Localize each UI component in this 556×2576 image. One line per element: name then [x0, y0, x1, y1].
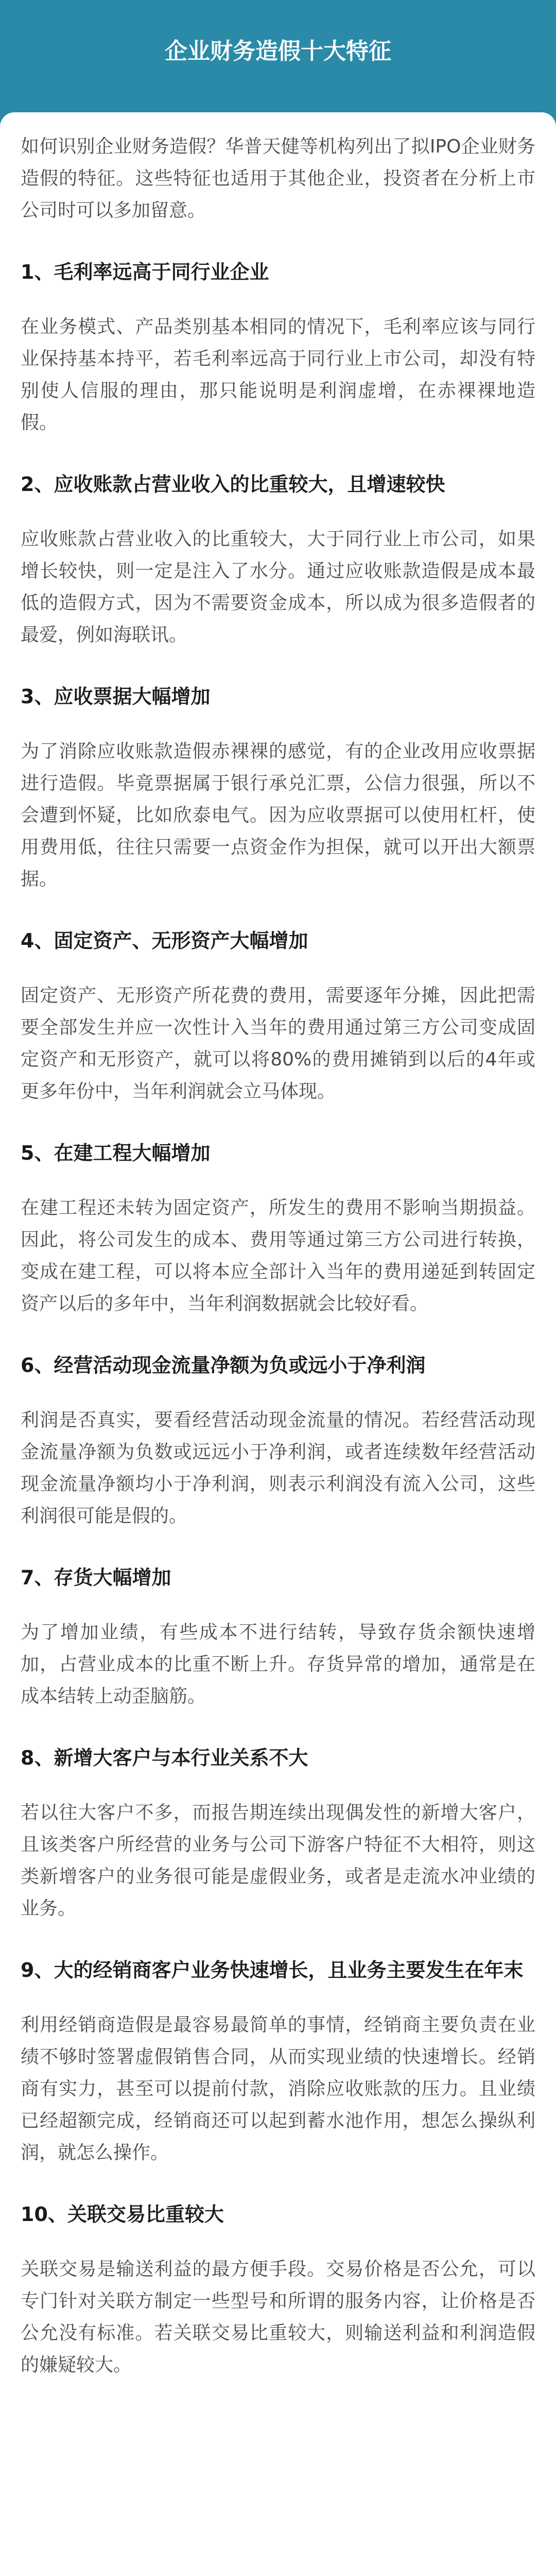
section-body: 为了增加业绩，有些成本不进行结转，导致存货余额快速增加，占营业成本的比重不断上升。存货异常的增加，通常是在成本结转上动歪脑筋。 [21, 1622, 535, 1707]
section-heading: 4、固定资产、无形资产大幅增加 [21, 929, 308, 952]
section-heading: 7、存货大幅增加 [21, 1566, 171, 1589]
section-body: 固定资产、无形资产所花费的费用，需要逐年分摊，因此把需要全部发生并应一次性计入当年的费用通过第三方公司变成固定资产和无形资产，就可以将80%的费用摊销到以后的4年或更多年份中，当年利润就会立马体现。 [21, 985, 535, 1102]
section-heading: 6、经营活动现金流量净额为负或远小于净利润 [21, 1354, 426, 1377]
section-body: 利用经销商造假是最容易最简单的事情，经销商主要负责在业绩不够时签署虚假销售合同，从而实现业绩的快速增长。经销商有实力，甚至可以提前付款，消除应收账款的压力。且业绩已经超额完成，经销商还可以起到蓄水池作用，想怎么操纵利润，就怎么操作。 [21, 2014, 535, 2163]
section-heading: 10、关联交易比重较大 [21, 2203, 224, 2226]
section-heading: 9、大的经销商客户业务快速增长，且业务主要发生在年末 [21, 1959, 524, 1981]
intro-paragraph: 如何识别企业财务造假？华普天健等机构列出了拟IPO企业财务造假的特征。这些特征也适用于其他企业，投资者在分析上市公司时可以多加留意。 [21, 136, 535, 221]
section-heading: 3、应收票据大幅增加 [21, 685, 211, 708]
section-body: 在业务模式、产品类别基本相同的情况下，毛利率应该与同行业保持基本持平，若毛利率远高于同行业上市公司，却没有特别使人信服的理由，那只能说明是利润虚增，在赤裸裸地造假。 [21, 316, 535, 433]
section-body: 利润是否真实，要看经营活动现金流量的情况。若经营活动现金流量净额为负数或远远小于净利润，或者连续数年经营活动现金流量净额均小于净利润，则表示利润没有流入公司，这些利润很可能是假的。 [21, 1410, 535, 1527]
section-body: 为了消除应收账款造假赤裸裸的感觉，有的企业改用应收票据进行造假。毕竟票据属于银行承兑汇票，公信力很强，所以不会遭到怀疑，比如欣泰电气。因为应收票据可以使用杠杆，使用费用低，往往只需要一点资金作为担保，就可以开出大额票据。 [21, 741, 535, 890]
section-body: 关联交易是输送利益的最方便手段。交易价格是否公允，可以专门针对关联方制定一些型号和所谓的服务内容，让价格是否公允没有标准。若关联交易比重较大，则输送利益和利润造假的嫌疑较大。 [21, 2259, 535, 2376]
section-body: 应收账款占营业收入的比重较大，大于同行业上市公司，如果增长较快，则一定是注入了水分。通过应收账款造假是成本最低的造假方式，因为不需要资金成本，所以成为很多造假者的最爱，例如海联讯。 [21, 529, 535, 646]
section-body: 在建工程还未转为固定资产，所发生的费用不影响当期损益。因此，将公司发生的成本、费用等通过第三方公司进行转换，变成在建工程，可以将本应全部计入当年的费用递延到转固定资产以后的多年中，当年利润数据就会比较好看。 [21, 1197, 535, 1314]
section-heading: 2、应收账款占营业收入的比重较大，且增速较快 [21, 473, 445, 496]
section-heading: 1、毛利率远高于同行业企业 [21, 261, 269, 283]
section-heading: 5、在建工程大幅增加 [21, 1142, 211, 1164]
page-title: 企业财务造假十大特征 [165, 38, 391, 64]
section-heading: 8、新增大客户与本行业关系不大 [21, 1747, 308, 1769]
article-body [21, 131, 535, 2410]
section-body: 若以往大客户不多，而报告期连续出现偶发性的新增大客户，且该类客户所经营的业务与公司下游客户特征不大相符，则这类新增客户的业务很可能是虚假业务，或者是走流水冲业绩的业务。 [21, 1802, 535, 1919]
